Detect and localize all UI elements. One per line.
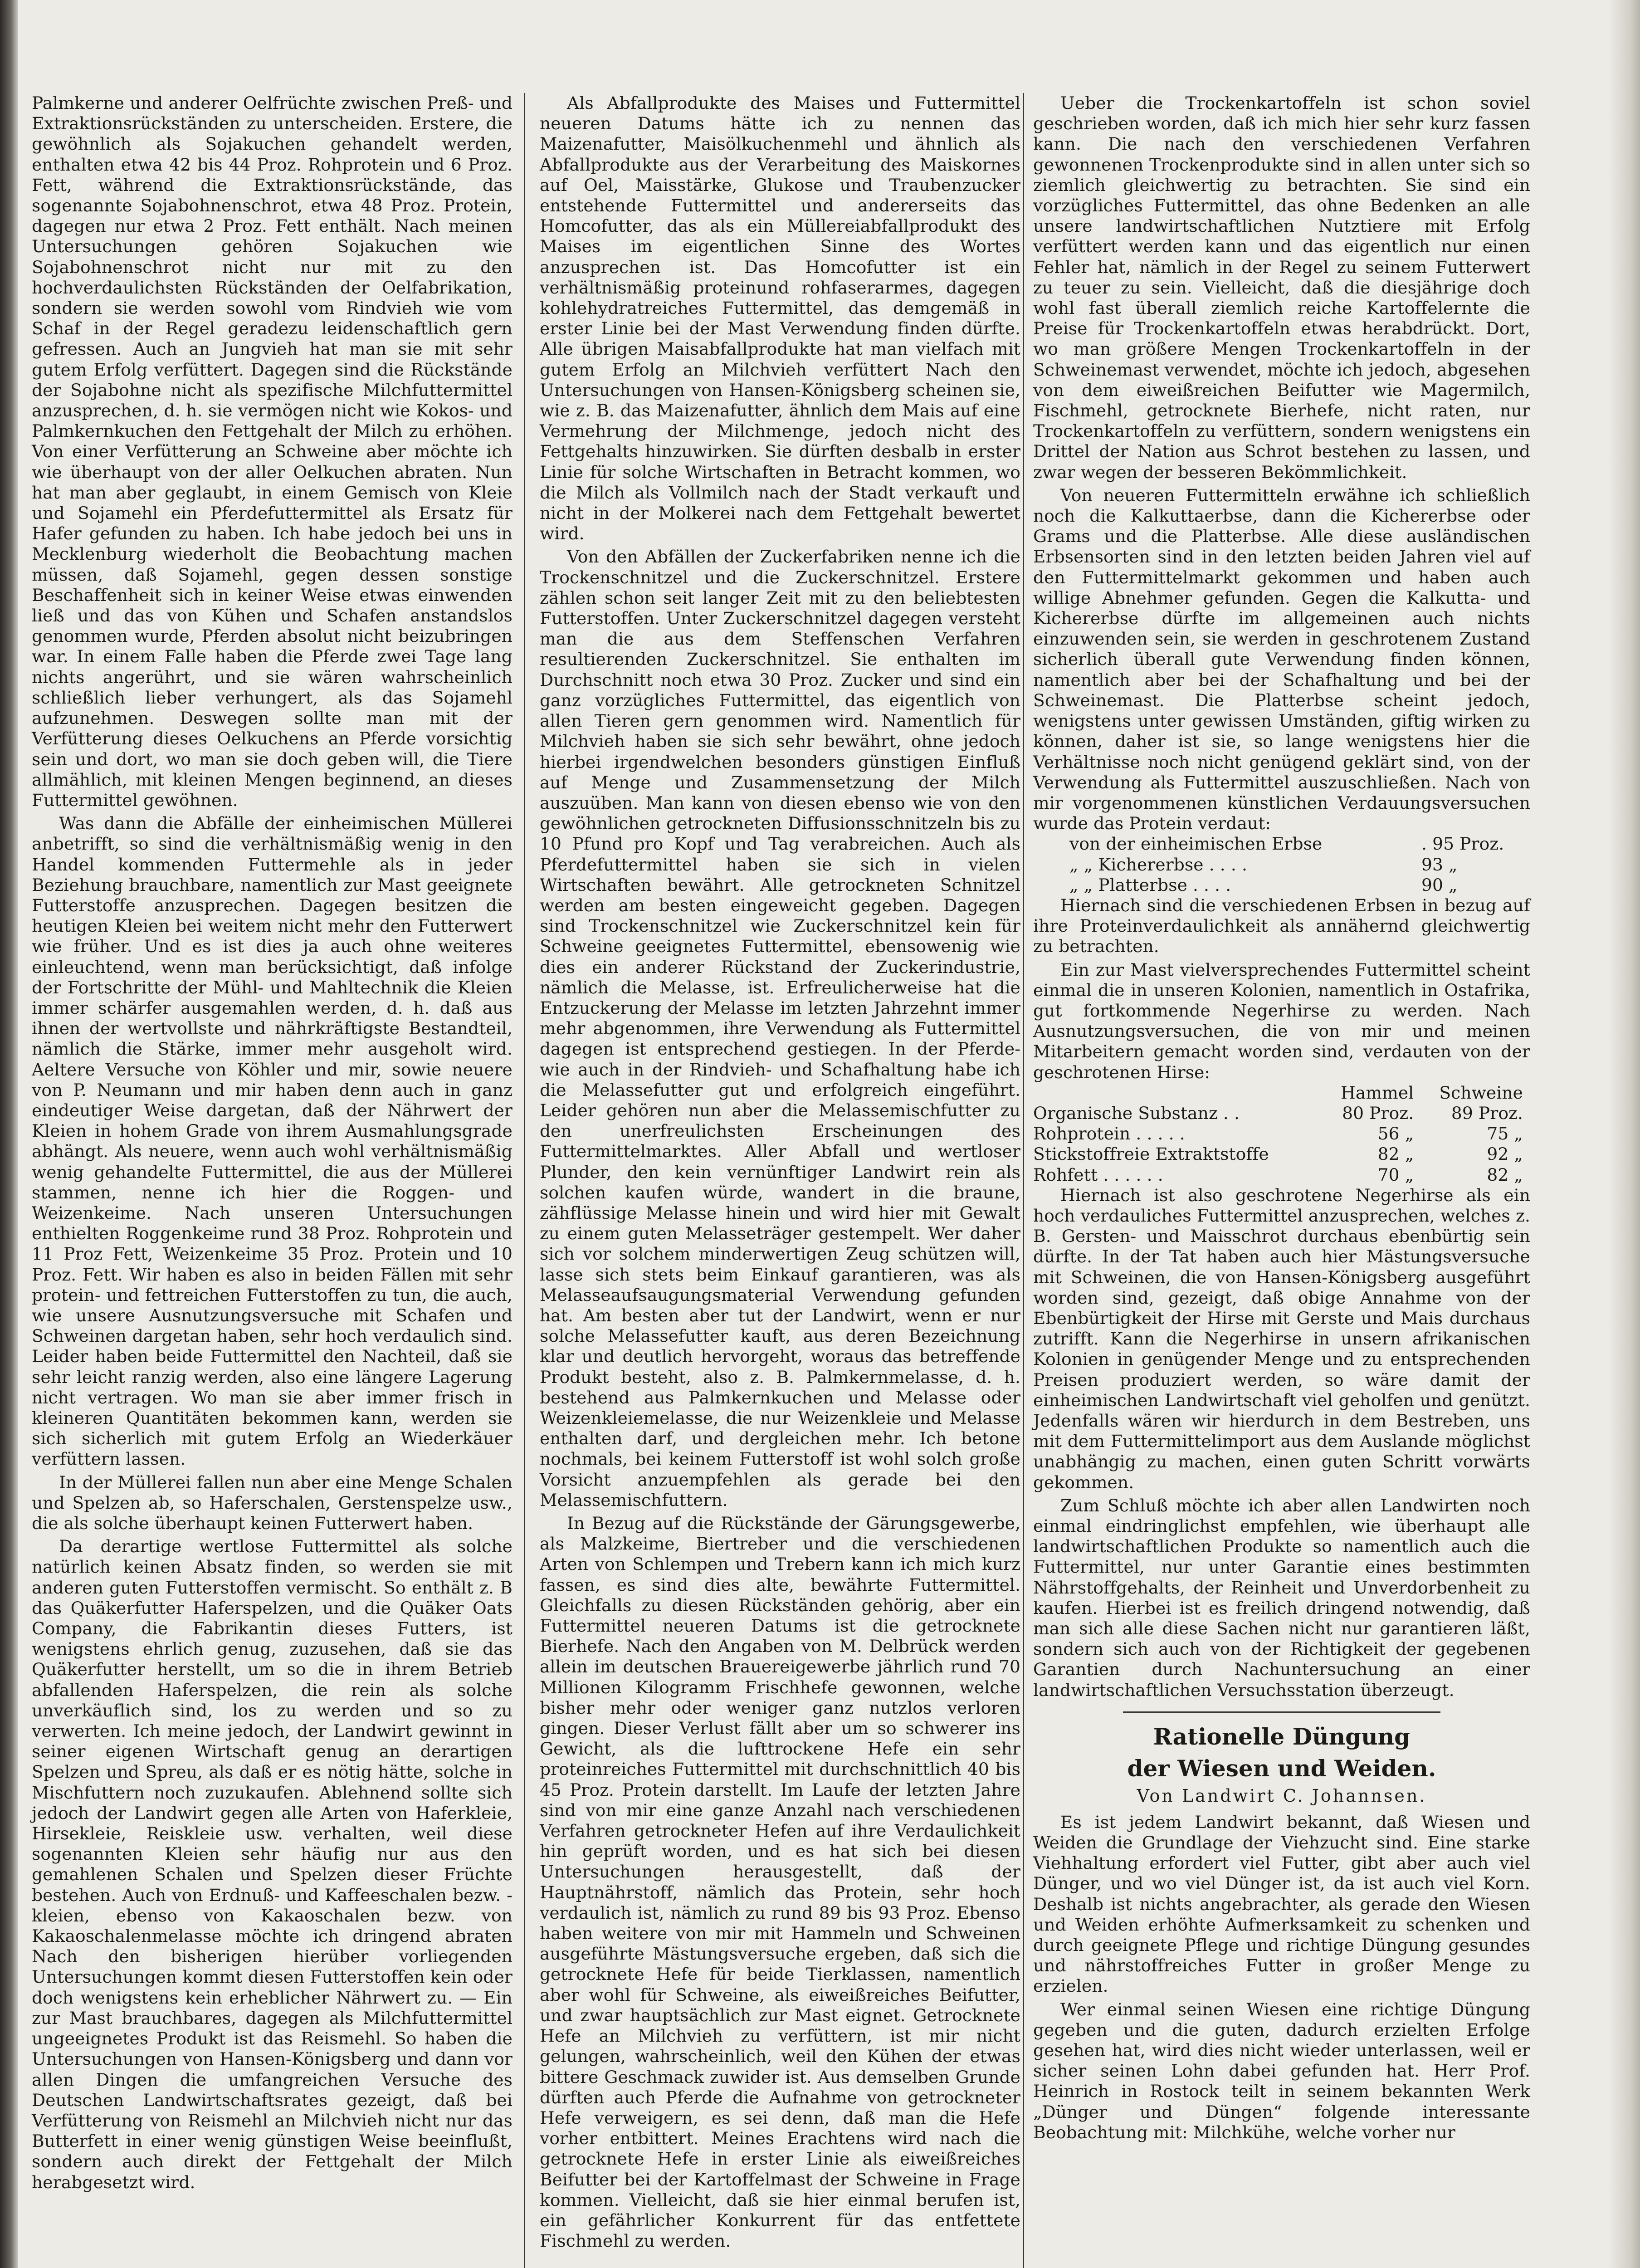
- table-cell: 82 „: [1487, 1164, 1523, 1185]
- paragraph: Von neueren Futtermitteln erwähne ich schließlich noch die Kalkuttaerbse, dann die Kichererbse oder Grams und die Platterbse. Alle diese ausländischen Erbsensorten sind in den letzten beiden Jahren viel auf den Futtermittelmarkt gekommen und haben auch willige Abnehmer gefunden. Gegen die Kalkutta- und Kichererbse dürfte im allgemeinen auch nichts einzuwenden sein, sie werden in geschrotenem Zustand sicherlich überall gute Verwendung finden können, namentlich aber bei der Schafhaltung und bei der Schweinemast. Die Platterbse scheint jedoch, wenigstens unter gewissen Umständen, giftig wirken zu können, daher ist sie, so lange wenigstens hier die Verhältnisse noch nicht genügend geklärt sind, von der Verwendung als Futtermittel auszuschließen. Nach von mir vorgenommenen künstlichen Verdauungsversuchen wurde das Protein verdaut:: [1033, 485, 1530, 834]
- table-cell: 89 Proz.: [1451, 1103, 1523, 1123]
- page-edge-shadow: [1608, 0, 1640, 2268]
- table-cell: Stickstoffreie Extraktstoffe: [1033, 1144, 1269, 1164]
- table-row: [1033, 1124, 1530, 1144]
- paragraph: Wer einmal seinen Wiesen eine richtige Düngung gegeben und die guten, dadurch erzielten Erfolge gesehen hat, wird dies nicht wieder unterlassen, weil er sicher seinen Lohn dabei gefunden hat. Herr Prof. Heinrich in Rostock teilt in seinem bekannten Werk „Dünger und Düngen“ folgende interessante Beobachtung mit: Milchkühe, welche vorher nur: [1033, 1999, 1530, 2142]
- table-row: [1033, 1144, 1530, 1164]
- digestion-table: [1033, 1083, 1530, 1185]
- paragraph: Von den Abfällen der Zuckerfabriken nenne ich die Trockenschnitzel und die Zuckerschnitzel. Erstere zählen schon seit langer Zeit mit zu den beliebtesten Futterstoffen. Unter Zuckerschnitzel dagegen versteht man die aus dem Steffenschen Verfahren resultierenden Zuckerschnitzel. Sie enthalten im Durchschnitt noch etwa 30 Proz. Zucker und sind ein ganz vorzügliches Futtermittel, das eigentlich von allen Tieren gern genommen wird. Namentlich für Milchvieh haben sie sich sehr bewährt, ohne jedoch hierbei irgendwelchen besonders günstigen Einfluß auf Menge und Zusammensetzung der Milch auszuüben. Man kann von diesen ebenso wie von den gewöhnlichen getrockneten Diffusionsschnitzeln bis zu 10 Pfund pro Kopf und Tag verabreichen. Auch als Pferdefuttermittel haben sie sich in vielen Wirtschaften bewährt. Alle getrockneten Schnitzel werden am besten eingeweicht gegeben. Dagegen sind Trockenschnitzel wie Zuckerschnitzel kein für Schweine geeignetes Futtermittel, ebensowenig wie dies ein anderer Rückstand der Zuckerindustrie, nämlich die Melasse, ist. Erfreulicherweise hat die Entzuckerung der Melasse im letzten Jahrzehnt immer mehr abgenommen, ihre Verwendung als Futtermittel dagegen ist entsprechend gestiegen. In der Pferde- wie auch in der Rindvieh- und Schafhaltung habe ich die Melassefutter gut und erfolgreich eingeführt. Leider gehören nun aber die Melassemischfutter zu den unerfreulichsten Erscheinungen des Futtermittelmarktes. Aller Abfall und wertloser Plunder, den kein vernünftiger Landwirt rein als solchen kaufen würde, wandert in die braune, zähflüssige Melasse hinein und wird hier mit Gewalt zu einem guten Melasseträger gestempelt. Wer daher sich vor solchem minderwertigen Zeug schützen will, lasse sich stets beim Einkauf garantieren, was als Melasseaufsaugungsmaterial Verwendung gefunden hat. Am besten aber tut der Landwirt, wenn er nur solche Melassefutter kauft, aus deren Bezeichnung klar und deutlich hervorgeht, woraus das betreffende Produkt besteht, also z. B. Palmkernmelasse, d. h. bestehend aus Palmkernkuchen und Melasse oder Weizenkleiemelasse, die nur Weizenkleie und Melasse enthalten darf, und dergleichen mehr. Ich betone nochmals, bei keinem Futterstoff ist wohl solch große Vorsicht anzuempfehlen als gerade bei den Melassemischfuttern.: [540, 547, 1020, 1510]
- table-header: [1033, 1083, 1325, 1103]
- row-value: 93 „: [1421, 854, 1458, 875]
- paragraph: Hiernach ist also geschrotene Negerhirse als ein hoch verdauliches Futtermittel anzusprechen, welches z. B. Gersten- und Maisschrot durchaus ebenbürtig sein dürfte. In der Tat haben auch hier Mästungsversuche mit Schweinen, die von Hansen-Königsberg ausgeführt worden sind, gezeigt, daß obige Annahme von der Ebenbürtigkeit der Hirse mit Gerste und Mais durchaus zutrifft. Kann die Negerhirse in unsern afrikanischen Kolonien in genügender Menge und zu entsprechenden Preisen produziert werden, so wäre damit der einheimischen Landwirtschaft viel geholfen und genützt. Jedenfalls wären wir hierdurch in dem Bestreben, uns mit dem Futtermittelimport aus dem Auslande möglichst unabhängig zu machen, einen guten Schritt vorwärts gekommen.: [1033, 1185, 1530, 1492]
- digestibility-list: [1033, 834, 1530, 895]
- table-cell: 75 „: [1487, 1124, 1523, 1144]
- column-rule: [524, 93, 525, 2268]
- table-cell: Organische Substanz . .: [1033, 1103, 1240, 1123]
- article-headline: der Wiesen und Weiden.: [1127, 1755, 1436, 1782]
- paragraph: In der Müllerei fallen nun aber eine Menge Schalen und Spelzen ab, so Haferschalen, Gerstenspelze usw., die als solche überhaupt keinen Futterwert haben.: [32, 1472, 512, 1534]
- article-separator: [1123, 1711, 1440, 1713]
- paragraph: Palmkerne und anderer Oelfrüchte zwischen Preß- und Extraktionsrückständen zu unterscheiden. Erstere, die gewöhnlich als Sojakuchen gehandelt werden, enthalten etwa 42 bis 44 Proz. Rohprotein und 6 Proz. Fett, während die Extraktionsrückstände, das sogenannte Sojabohnenschrot, etwa 48 Proz. Protein, dagegen nur etwa 2 Proz. Fett enthält. Nach meinen Untersuchungen gehören Sojakuchen wie Sojabohnenschrot nicht nur mit zu den hochverdaulichsten Rückständen der Oelfabrikation, sondern sie werden sowohl vom Rindvieh wie vom Schaf in der Regel geradezu leidenschaftlich gern gefressen. Auch an Jungvieh hat man sie mit sehr gutem Erfolg verfüttert. Dagegen sind die Rückstände der Sojabohne nicht als spezifische Milchfuttermittel anzusprechen, d. h. sie vermögen nicht wie Kokos- und Palmkernkuchen den Fettgehalt der Milch zu erhöhen. Von einer Verfütterung an Schweine aber möchte ich wie überhaupt von der aller Oelkuchen abraten. Nun hat man aber geglaubt, in einem Gemisch von Kleie und Sojamehl ein Pferdefuttermittel als Ersatz für Hafer gefunden zu haben. Ich habe jedoch bei uns in Mecklenburg wiederholt die Beobachtung machen müssen, daß Sojamehl, gegen dessen sonstige Beschaffenheit sich in keiner Weise etwas einwenden ließ und das von Kühen und Schafen anstandslos genommen wurde, Pferden absolut nicht beizubringen war. In einem Falle haben die Pferde zwei Tage lang nichts angerührt, und sie wären wahrscheinlich schließlich lieber verhungert, als das Sojamehl aufzunehmen. Deswegen sollte man mit der Verfütterung dieses Oelkuchens an Pferde vorsichtig sein und dort, wo man sie doch geben will, die Tiere allmählich, mit kleinen Mengen beginnend, an dieses Futtermittel gewöhnen.: [32, 93, 512, 810]
- table-header-row: [1033, 1083, 1530, 1103]
- paragraph: Was dann die Abfälle der einheimischen Müllerei anbetrifft, so sind die verhältnismäßig wenig in den Handel kommenden Futtermehle als in jeder Beziehung brauchbare, namentlich zur Mast geeignete Futterstoffe anzusprechen. Dagegen besitzen die heutigen Kleien bei weitem nicht mehr den Futterwert wie früher. Und es ist dies ja auch ohne weiteres einleuchtend, wenn man berücksichtigt, daß infolge der Fortschritte der Mühl- und Mahltechnik die Kleien immer schärfer ausgemahlen werden, d. h. daß aus ihnen der wertvollste und nährkräftigste Bestandteil, nämlich die Stärke, immer mehr ausgeholt wird. Aeltere Versuche von Köhler und mir, sowie neuere von P. Neumann und mir haben denn auch in ganz eindeutiger Weise dargetan, daß der Nährwert der Kleien in hohem Grade von ihrem Ausmahlungsgrade abhängt. Als neuere, wenn auch wohl verhältnismäßig wenig gehandelte Futtermittel, die aus der Müllerei stammen, nenne ich hier die Roggen- und Weizenkeime. Nach unseren Untersuchungen enthielten Roggenkeime rund 38 Proz. Rohprotein und 11 Proz Fett, Weizenkeime 35 Proz. Protein und 10 Proz. Fett. Wir haben es also in beiden Fällen mit sehr protein- und fettreichen Futterstoffen zu tun, die auch, wie unsere Ausnutzungsversuche mit Schafen und Schweinen dargetan haben, sehr hoch verdaulich sind. Leider haben beide Futtermittel den Nachteil, daß sie sehr leicht ranzig werden, also eine längere Lagerung nicht vertragen. Wo man sie aber immer frisch in kleineren Quantitäten bekommen kann, werden sie sich sicherlich mit gutem Erfolg an Wiederkäuer verfüttern lassen.: [32, 813, 512, 1469]
- column-rule: [1023, 93, 1024, 2268]
- table-header: Schweine: [1439, 1082, 1523, 1103]
- table-cell: Rohprotein . . . . .: [1033, 1124, 1185, 1144]
- article-byline: Von Landwirt C. Johannsen.: [1137, 1785, 1427, 1806]
- row-label: „ „ Kichererbse . . . .: [1069, 854, 1248, 875]
- text-column-1: [32, 93, 512, 2193]
- row-value: . 95 Proz.: [1421, 834, 1504, 854]
- text-column-3: [1033, 93, 1530, 2143]
- table-cell: 56 „: [1377, 1124, 1414, 1144]
- table-cell: 82 „: [1377, 1144, 1414, 1164]
- row-value: 90 „: [1421, 875, 1458, 895]
- table-cell: 80 Proz.: [1342, 1103, 1414, 1123]
- row-label: von der einheimischen Erbse: [1069, 834, 1323, 854]
- paragraph: In Bezug auf die Rückstände der Gärungsgewerbe, als Malzkeime, Biertreber und die verschiedenen Arten von Schlempen und Trebern kann ich mich kurz fassen, es sind dies alte, bewährte Futtermittel. Gleichfalls zu diesen Rückständen gehörig, aber ein Futtermittel neueren Datums ist die getrocknete Bierhefe. Nach den Angaben von M. Delbrück werden allein im deutschen Brauereigewerbe jährlich rund 70 Millionen Kilogramm Frischhefe gewonnen, welche bisher mehr oder weniger ganz nutzlos verloren gingen. Dieser Verlust fällt aber um so schwerer ins Gewicht, als die lufttrockene Hefe ein sehr proteinreiches Futtermittel mit durchschnittlich 40 bis 45 Proz. Protein darstellt. Im Laufe der letzten Jahre sind von mir eine ganze Anzahl nach verschiedenen Verfahren getrockneter Hefen auf ihre Verdaulichkeit hin geprüft worden, und es hat sich bei diesen Untersuchungen herausgestellt, daß der Hauptnährstoff, nämlich das Protein, sehr hoch verdaulich ist, nämlich zu rund 89 bis 93 Proz. Ebenso haben weitere von mir mit Hammeln und Schweinen ausgeführte Mästungsversuche ergeben, daß sich die getrocknete Hefe für beide Tierklassen, namentlich aber wohl für Schweine, als eiweißreiches Beifutter, und zwar hauptsächlich zur Mast eignet. Getrocknete Hefe an Milchvieh zu verfüttern, ist mir nicht gelungen, wahrscheinlich, weil den Kühen der etwas bittere Geschmack zuwider ist. Aus demselben Grunde dürften auch Pferde die Aufnahme von getrockneter Hefe verweigern, es sei denn, daß man die Hefe vorher entbittert. Meines Erachtens wird nach die getrocknete Hefe in erster Linie als eiweißreiches Beifutter bei der Kartoffelmast der Schweine in Frage kommen. Vielleicht, daß sie hier einmal berufen ist, ein gefährlicher Konkurrent für das entfettete Fischmehl zu werden.: [540, 1513, 1020, 2251]
- digestibility-row: [1033, 875, 1530, 895]
- page-binding-shadow: [0, 0, 18, 2268]
- paragraph: Als Abfallprodukte des Maises und Futtermittel neueren Datums hätte ich zu nennen das Maizenafutter, Maisölkuchenmehl und ähnlich als Abfallprodukte aus der Verarbeitung des Maiskornes auf Oel, Maisstärke, Glukose und Traubenzucker entstehende Futtermittel und andererseits das Homcofutter, das als ein Müllereiabfallprodukt des Maises im eigentlichen Sinne des Wortes anzusprechen ist. Das Homcofutter ist ein verhältnismäßig proteinund rohfaserarmes, dagegen kohlehydratreiches Futtermittel, das demgemäß in erster Linie bei der Mast Verwendung finden dürfte. Alle übrigen Maisabfallprodukte hat man vielfach mit gutem Erfolg an Milchvieh verfüttert Nach den Untersuchungen von Hansen-Königsberg scheinen sie, wie z. B. das Maizenafutter, ähnlich dem Mais auf eine Vermehrung der Milchmenge, jedoch nicht des Fettgehalts hinzuwirken. Sie dürften desbalb in erster Linie für solche Wirtschaften in Betracht kommen, wo die Milch als Vollmilch nach der Stadt verkauft und nicht in der Molkerei nach dem Fettgehalt bewertet wird.: [540, 93, 1020, 544]
- table-row: [1033, 1103, 1530, 1124]
- digestibility-row: [1033, 834, 1530, 854]
- table-cell: 70 „: [1377, 1164, 1414, 1185]
- text-column-2: [540, 93, 1020, 2251]
- article-headline: Rationelle Düngung: [1153, 1723, 1411, 1750]
- paragraph: Ein zur Mast vielversprechendes Futtermittel scheint einmal die in unseren Kolonien, namentlich in Ostafrika, gut fortkommende Negerhirse zu werden. Nach Ausnutzungsversuchen, die von mir und meinen Mitarbeitern gemacht worden sind, verdauten von der geschrotenen Hirse:: [1033, 959, 1530, 1082]
- table-header: Hammel: [1340, 1082, 1414, 1103]
- row-label: „ „ Platterbse . . . .: [1069, 875, 1231, 895]
- paragraph: Ueber die Trockenkartoffeln ist schon soviel geschrieben worden, daß ich mich hier sehr kurz fassen kann. Die nach den verschiedenen Verfahren gewonnenen Trockenprodukte sind in allen unter sich so ziemlich gleichwertig zu betrachten. Sie sind ein vorzügliches Futtermittel, das ohne Bedenken an alle unsere landwirtschaftlichen Nutztiere mit Erfolg verfüttert werden kann und das eigentlich nur einen Fehler hat, nämlich in der Regel zu seinem Futterwert zu teuer zu sein. Vielleicht, daß die diesjährige doch wohl fast überall ziemlich reiche Kartoffelernte die Preise für Trockenkartoffeln etwas herabdrückt. Dort, wo man größere Mengen Trockenkartoffeln in der Schweinemast verwendet, möchte ich jedoch, abgesehen von dem eiweißreichen Beifutter wie Magermilch, Fischmehl, getrocknete Bierhefe, nicht raten, nur Trockenkartoffeln zu verfüttern, sondern wenigstens ein Drittel der Nation aus Schrot bestehen zu lassen, und zwar wegen der besseren Bekömmlichkeit.: [1033, 93, 1530, 482]
- digestibility-row: [1033, 855, 1530, 875]
- paragraph: Da derartige wertlose Futtermittel als solche natürlich keinen Absatz finden, so werden sie mit anderen guten Futterstoffen vermischt. So enthält z. B das Quäkerfutter Haferspelzen, und die Quäker Oats Company, die Fabrikantin dieses Futters, ist wenigstens ehrlich genug, zuzusehen, daß sie das Quäkerfutter herstellt, um so die in ihrem Betrieb abfallenden Haferspelzen, die rein als solche unverkäuflich sind, los zu werden und so zu verwerten. Ich meine jedoch, der Landwirt gewinnt in seiner eigenen Wirtschaft genug an derartigen Spelzen und Spreu, als daß er es nötig hätte, solche in Mischfuttern noch zuzukaufen. Ablehnend sollte sich jedoch der Landwirt gegen alle Arten von Haferkleie, Hirsekleie, Reiskleie usw. verhalten, weil diese sogenannten Kleien sehr häufig nur aus den gemahlenen Schalen und Spelzen dieser Früchte bestehen. Auch von Erdnuß- und Kaffeeschalen bezw. -kleien, ebenso von Kakaoschalen bezw. von Kakaoschalenmelasse möchte ich dringend abraten Nach den bisherigen hierüber vorliegenden Untersuchungen kommt diesen Futterstoffen kein oder doch wenigstens kein erheblicher Nährwert zu. — Ein zur Mast brauchbares, dagegen als Milchfuttermittel ungeeignetes Produkt ist das Reismehl. So haben die Untersuchungen von Hansen-Königsberg und dann vor allen Dingen die umfangreichen Versuche des Deutschen Landwirtschaftsrates gezeigt, daß bei Verfütterung von Reismehl an Milchvieh nicht nur das Butterfett in einer wenig günstigen Weise beeinflußt, sondern auch direkt der Fettgehalt der Milch herabgesetzt wird.: [32, 1536, 512, 2192]
- paragraph: Hiernach sind die verschiedenen Erbsen in bezug auf ihre Proteinverdaulichkeit als annähernd gleichwertig zu betrachten.: [1033, 895, 1530, 957]
- table-cell: 92 „: [1487, 1144, 1523, 1164]
- table-cell: Rohfett . . . . . .: [1033, 1164, 1163, 1185]
- paragraph: Es ist jedem Landwirt bekannt, daß Wiesen und Weiden die Grundlage der Viehzucht sind. Eine starke Viehhaltung erfordert viel Futter, gibt aber auch viel Dünger, und wo viel Dünger ist, da ist auch viel Korn. Deshalb ist nichts angebrachter, als gerade den Wiesen und Weiden erhöhte Aufmerksamkeit zu schenken und durch geeignete Pflege und richtige Düngung gesundes und nährstoffreiches Futter in großer Menge zu erzielen.: [1033, 1812, 1530, 1996]
- table-row: [1033, 1165, 1530, 1185]
- paragraph: Zum Schluß möchte ich aber allen Landwirten noch einmal eindringlichst empfehlen, wie überhaupt alle landwirtschaftlichen Produkte so namentlich auch die Futtermittel, nur unter Garantie eines bestimmten Nährstoffgehalts, der Reinheit und Unverdorbenheit zu kaufen. Hierbei ist es freilich dringend notwendig, daß man sich alle diese Sachen nicht nur garantieren läßt, sondern sich auch von der Richtigkeit der gegebenen Garantien durch Nachuntersuchung an einer landwirtschaftlichen Versuchsstation überzeugt.: [1033, 1495, 1530, 1700]
